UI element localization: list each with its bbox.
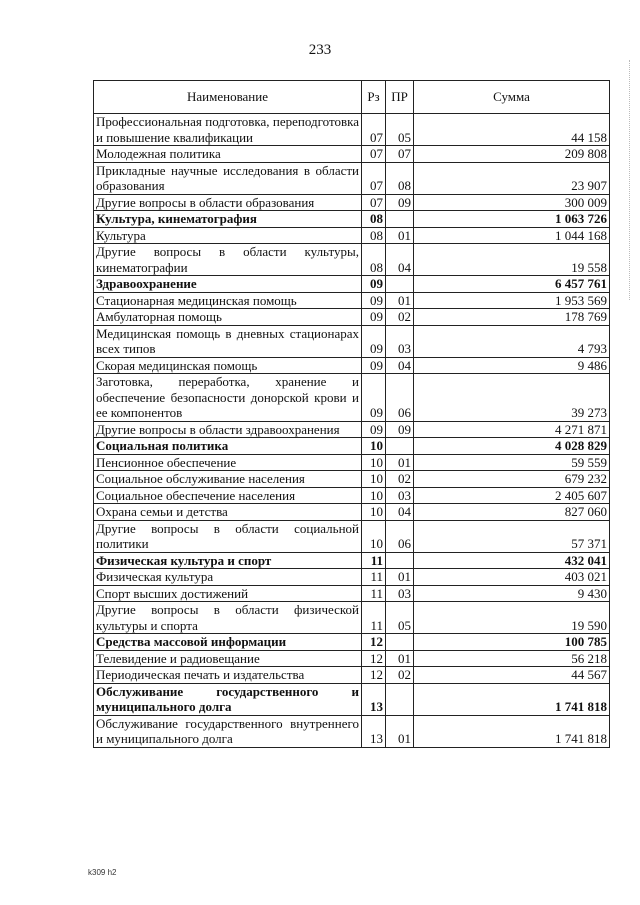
rz-cell: 10 xyxy=(362,487,386,504)
pr-cell xyxy=(386,438,414,455)
table-row xyxy=(94,357,610,374)
name-cell: Пенсионное обеспечение xyxy=(94,454,362,471)
sum-cell: 23 907 xyxy=(414,162,610,194)
table-row xyxy=(94,227,610,244)
sum-cell: 19 558 xyxy=(414,244,610,276)
name-cell: Другие вопросы в области социальной политики xyxy=(94,520,362,552)
sum-cell: 2 405 607 xyxy=(414,487,610,504)
rz-cell: 09 xyxy=(362,276,386,293)
pr-cell: 02 xyxy=(386,667,414,684)
pr-cell: 08 xyxy=(386,162,414,194)
table-row xyxy=(94,667,610,684)
pr-cell xyxy=(386,276,414,293)
table-row xyxy=(94,602,610,634)
sum-cell: 19 590 xyxy=(414,602,610,634)
name-cell: Физическая культура xyxy=(94,569,362,586)
pr-cell: 02 xyxy=(386,309,414,326)
sum-cell: 679 232 xyxy=(414,471,610,488)
sum-cell: 1 741 818 xyxy=(414,715,610,747)
budget-table xyxy=(93,80,610,748)
sum-cell: 403 021 xyxy=(414,569,610,586)
rz-cell: 08 xyxy=(362,227,386,244)
rz-cell: 11 xyxy=(362,569,386,586)
table-row xyxy=(94,650,610,667)
pr-cell: 04 xyxy=(386,504,414,521)
name-cell: Социальная политика xyxy=(94,438,362,455)
pr-cell xyxy=(386,683,414,715)
pr-cell: 03 xyxy=(386,585,414,602)
sum-cell: 178 769 xyxy=(414,309,610,326)
name-cell: Спорт высших достижений xyxy=(94,585,362,602)
table-row xyxy=(94,309,610,326)
table-row xyxy=(94,504,610,521)
rz-cell: 13 xyxy=(362,683,386,715)
name-cell: Стационарная медицинская помощь xyxy=(94,292,362,309)
name-cell: Другие вопросы в области здравоохранения xyxy=(94,421,362,438)
name-cell: Амбулаторная помощь xyxy=(94,309,362,326)
sum-cell: 4 028 829 xyxy=(414,438,610,455)
name-cell: Социальное обслуживание населения xyxy=(94,471,362,488)
name-cell: Другие вопросы в области образования xyxy=(94,194,362,211)
table-row xyxy=(94,471,610,488)
sum-cell: 432 041 xyxy=(414,552,610,569)
rz-cell: 07 xyxy=(362,146,386,163)
section-row xyxy=(94,634,610,651)
name-cell: Другие вопросы в области физической культуры и спорта xyxy=(94,602,362,634)
header-pr: ПР xyxy=(386,81,414,114)
sum-cell: 44 158 xyxy=(414,114,610,146)
section-row xyxy=(94,683,610,715)
scan-edge-mark xyxy=(628,60,630,300)
table-row xyxy=(94,374,610,422)
header-name: Наименование xyxy=(94,81,362,114)
sum-cell: 9 430 xyxy=(414,585,610,602)
rz-cell: 09 xyxy=(362,309,386,326)
table-row xyxy=(94,585,610,602)
section-row xyxy=(94,276,610,293)
table-header-row xyxy=(94,81,610,114)
sum-cell: 6 457 761 xyxy=(414,276,610,293)
name-cell: Заготовка, переработка, хранение и обеспечение безопасности донорской крови и ее компонентов xyxy=(94,374,362,422)
rz-cell: 12 xyxy=(362,667,386,684)
section-row xyxy=(94,438,610,455)
name-cell: Профессиональная подготовка, переподготовка и повышение квалификации xyxy=(94,114,362,146)
rz-cell: 10 xyxy=(362,454,386,471)
name-cell: Социальное обеспечение населения xyxy=(94,487,362,504)
sum-cell: 209 808 xyxy=(414,146,610,163)
pr-cell: 01 xyxy=(386,454,414,471)
rz-cell: 10 xyxy=(362,504,386,521)
page-number: 233 xyxy=(308,42,332,58)
name-cell: Здравоохранение xyxy=(94,276,362,293)
pr-cell: 01 xyxy=(386,569,414,586)
sum-cell: 56 218 xyxy=(414,650,610,667)
section-row xyxy=(94,552,610,569)
pr-cell: 04 xyxy=(386,244,414,276)
table-row xyxy=(94,194,610,211)
rz-cell: 08 xyxy=(362,244,386,276)
pr-cell: 01 xyxy=(386,715,414,747)
rz-cell: 11 xyxy=(362,552,386,569)
sum-cell: 39 273 xyxy=(414,374,610,422)
table-body xyxy=(94,114,610,748)
rz-cell: 12 xyxy=(362,650,386,667)
table-row xyxy=(94,244,610,276)
pr-cell: 03 xyxy=(386,325,414,357)
rz-cell: 09 xyxy=(362,374,386,422)
sum-cell: 1 741 818 xyxy=(414,683,610,715)
header-rz: Рз xyxy=(362,81,386,114)
rz-cell: 10 xyxy=(362,520,386,552)
name-cell: Средства массовой информации xyxy=(94,634,362,651)
table-row xyxy=(94,454,610,471)
rz-cell: 07 xyxy=(362,194,386,211)
name-cell: Молодежная политика xyxy=(94,146,362,163)
rz-cell: 13 xyxy=(362,715,386,747)
sum-cell: 44 567 xyxy=(414,667,610,684)
sum-cell: 59 559 xyxy=(414,454,610,471)
pr-cell xyxy=(386,552,414,569)
table-row xyxy=(94,715,610,747)
name-cell: Обслуживание государственного и муниципального долга xyxy=(94,683,362,715)
name-cell: Прикладные научные исследования в области образования xyxy=(94,162,362,194)
table-row xyxy=(94,569,610,586)
name-cell: Обслуживание государственного внутреннего и муниципального долга xyxy=(94,715,362,747)
pr-cell: 09 xyxy=(386,421,414,438)
footer-code: k309 h2 xyxy=(88,868,117,877)
sum-cell: 1 044 168 xyxy=(414,227,610,244)
pr-cell: 09 xyxy=(386,194,414,211)
rz-cell: 12 xyxy=(362,634,386,651)
pr-cell: 02 xyxy=(386,471,414,488)
name-cell: Культура xyxy=(94,227,362,244)
rz-cell: 09 xyxy=(362,421,386,438)
pr-cell: 04 xyxy=(386,357,414,374)
pr-cell xyxy=(386,211,414,228)
sum-cell: 827 060 xyxy=(414,504,610,521)
pr-cell: 03 xyxy=(386,487,414,504)
name-cell: Скорая медицинская помощь xyxy=(94,357,362,374)
rz-cell: 09 xyxy=(362,325,386,357)
name-cell: Периодическая печать и издательства xyxy=(94,667,362,684)
rz-cell: 07 xyxy=(362,162,386,194)
sum-cell: 300 009 xyxy=(414,194,610,211)
rz-cell: 09 xyxy=(362,292,386,309)
pr-cell: 07 xyxy=(386,146,414,163)
table-row xyxy=(94,421,610,438)
sum-cell: 4 271 871 xyxy=(414,421,610,438)
name-cell: Телевидение и радиовещание xyxy=(94,650,362,667)
section-row xyxy=(94,211,610,228)
table-row xyxy=(94,162,610,194)
sum-cell: 57 371 xyxy=(414,520,610,552)
pr-cell: 01 xyxy=(386,650,414,667)
table-row xyxy=(94,292,610,309)
rz-cell: 09 xyxy=(362,357,386,374)
rz-cell: 10 xyxy=(362,471,386,488)
name-cell: Охрана семьи и детства xyxy=(94,504,362,521)
sum-cell: 4 793 xyxy=(414,325,610,357)
name-cell: Другие вопросы в области культуры, кинематографии xyxy=(94,244,362,276)
table-row xyxy=(94,487,610,504)
sum-cell: 1 063 726 xyxy=(414,211,610,228)
sum-cell: 100 785 xyxy=(414,634,610,651)
pr-cell: 06 xyxy=(386,520,414,552)
rz-cell: 11 xyxy=(362,585,386,602)
rz-cell: 11 xyxy=(362,602,386,634)
sum-cell: 1 953 569 xyxy=(414,292,610,309)
pr-cell: 06 xyxy=(386,374,414,422)
name-cell: Культура, кинематография xyxy=(94,211,362,228)
pr-cell: 01 xyxy=(386,292,414,309)
pr-cell: 01 xyxy=(386,227,414,244)
rz-cell: 07 xyxy=(362,114,386,146)
table-row xyxy=(94,114,610,146)
sum-cell: 9 486 xyxy=(414,357,610,374)
pr-cell xyxy=(386,634,414,651)
pr-cell: 05 xyxy=(386,602,414,634)
name-cell: Физическая культура и спорт xyxy=(94,552,362,569)
table-row xyxy=(94,520,610,552)
rz-cell: 08 xyxy=(362,211,386,228)
rz-cell: 10 xyxy=(362,438,386,455)
table-row xyxy=(94,325,610,357)
header-sum: Сумма xyxy=(414,81,610,114)
table-row xyxy=(94,146,610,163)
name-cell: Медицинская помощь в дневных стационарах всех типов xyxy=(94,325,362,357)
pr-cell: 05 xyxy=(386,114,414,146)
